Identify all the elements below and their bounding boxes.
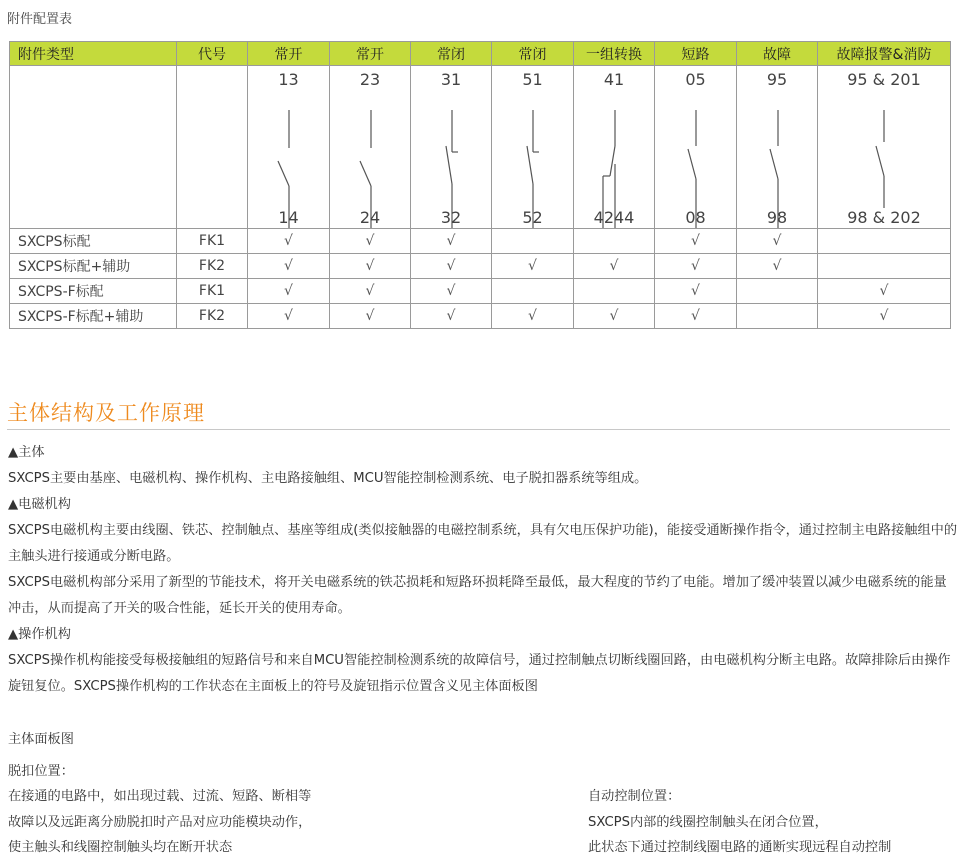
row-mark: √ — [411, 229, 492, 254]
heading-main-body: ▲主体 — [8, 445, 45, 460]
header-no-1: 常开 — [248, 42, 330, 66]
section-title: 主体结构及工作原理 — [7, 401, 205, 425]
contact-symbol-nc-1 — [411, 66, 492, 229]
trip-line: 使主触头和线圈控制触头均在断开状态 — [8, 840, 233, 855]
paragraph-operating: SXCPS操作机构能接受每极接触组的短路信号和来自MCU智能控制检测系统的故障信号，通过控制触点切断线圈回路，由电磁机构分断主电路。故障排除后由操作旋钮复位。SXCPS操作机构的工作状态在主面板上的符号及旋钮指示位置含义见主体面板图 — [8, 653, 951, 694]
row-code: FK1 — [177, 229, 248, 254]
row-mark — [574, 279, 655, 304]
terminal-top: 95 — [766, 70, 788, 89]
row-mark — [737, 279, 818, 304]
terminal-top: 95 & 201 — [847, 70, 921, 89]
row-mark: √ — [248, 254, 330, 279]
table-row — [10, 254, 951, 279]
header-short-circuit: 短路 — [655, 42, 737, 66]
terminal-top: 23 — [359, 70, 381, 89]
header-type: 附件类型 — [10, 42, 177, 66]
terminal-bottom: 52 — [522, 208, 543, 227]
header-fault: 故障 — [737, 42, 818, 66]
paragraph-electromagnetic-1: SXCPS电磁机构主要由线圈、铁芯、控制触点、基座等组成(类似接触器的电磁控制系统，具有欠电压保护功能)，能接受通断操作指令，通过控制主电路接触组中的主触头进行接通或分断电路。 — [8, 523, 958, 564]
terminal-top: 51 — [522, 70, 543, 89]
short-circuit-contact-icon — [655, 66, 737, 228]
row-mark: √ — [248, 279, 330, 304]
contact-symbol-changeover — [574, 66, 655, 229]
row-type: SXCPS-F标配+辅助 — [10, 304, 177, 329]
row-mark: √ — [248, 304, 330, 329]
row-mark — [492, 229, 574, 254]
row-mark: √ — [737, 254, 818, 279]
row-mark: √ — [330, 229, 411, 254]
contact-symbol-no-2 — [330, 66, 411, 229]
row-type: SXCPS-F标配 — [10, 279, 177, 304]
nc-contact-icon — [411, 66, 492, 228]
no-contact-icon — [330, 66, 411, 228]
row-type: SXCPS标配+辅助 — [10, 254, 177, 279]
row-mark: √ — [330, 304, 411, 329]
terminal-bottom: 14 — [278, 208, 299, 227]
row-code: FK1 — [177, 279, 248, 304]
table-row — [10, 229, 951, 254]
contact-symbol-fault-alarm — [818, 66, 951, 229]
fault-contact-icon — [737, 66, 818, 228]
trip-line: 在接通的电路中，如出现过载、过流、短路、断相等 — [8, 789, 312, 804]
terminal-bottom: 4244 — [593, 208, 635, 227]
table-row — [10, 304, 951, 329]
row-mark: √ — [655, 254, 737, 279]
table-caption: 附件配置表 — [7, 12, 73, 27]
row-mark: √ — [411, 304, 492, 329]
row-type: SXCPS标配 — [10, 229, 177, 254]
row-mark: √ — [330, 279, 411, 304]
row-mark: √ — [655, 229, 737, 254]
heading-operating: ▲操作机构 — [8, 627, 71, 642]
header-fault-alarm-fire: 故障报警&消防 — [818, 42, 951, 66]
fault-alarm-contact-icon — [818, 66, 951, 228]
row-mark: √ — [655, 279, 737, 304]
section-divider — [7, 429, 950, 430]
table-row — [10, 279, 951, 304]
row-mark — [492, 279, 574, 304]
header-changeover: 一组转换 — [574, 42, 655, 66]
row-mark — [818, 254, 951, 279]
row-mark: √ — [574, 254, 655, 279]
panel-title: 主体面板图 — [8, 732, 74, 747]
row-mark: √ — [818, 279, 951, 304]
header-nc-2: 常闭 — [492, 42, 574, 66]
terminal-bottom: 32 — [440, 208, 462, 227]
terminal-bottom: 98 — [766, 208, 788, 227]
row-code: FK2 — [177, 304, 248, 329]
no-contact-icon — [248, 66, 330, 228]
table-header-row — [10, 42, 951, 66]
changeover-contact-icon — [574, 66, 655, 228]
terminal-bottom: 98 & 202 — [847, 208, 921, 227]
header-nc-1: 常闭 — [411, 42, 492, 66]
header-no-2: 常开 — [330, 42, 411, 66]
contact-symbol-nc-2 — [492, 66, 574, 229]
terminal-top: 41 — [603, 70, 625, 89]
nc-contact-icon — [492, 66, 574, 228]
row-mark: √ — [574, 304, 655, 329]
terminal-top: 13 — [278, 70, 299, 89]
row-mark — [737, 304, 818, 329]
row-mark: √ — [492, 254, 574, 279]
contact-symbol-short-circuit — [655, 66, 737, 229]
auto-control-line: SXCPS内部的线圈控制触头在闭合位置， — [588, 815, 828, 830]
heading-electromagnetic: ▲电磁机构 — [8, 497, 71, 512]
contact-symbol-no-1 — [248, 66, 330, 229]
accessory-config-table — [9, 41, 951, 329]
row-mark: √ — [411, 254, 492, 279]
row-mark: √ — [330, 254, 411, 279]
row-mark: √ — [411, 279, 492, 304]
terminal-top: 31 — [440, 70, 462, 89]
row-mark — [574, 229, 655, 254]
row-mark: √ — [737, 229, 818, 254]
terminal-bottom: 24 — [359, 208, 381, 227]
contact-symbol-fault — [737, 66, 818, 229]
row-mark: √ — [655, 304, 737, 329]
terminal-top: 05 — [685, 70, 706, 89]
row-mark: √ — [818, 304, 951, 329]
row-mark — [818, 229, 951, 254]
terminal-bottom: 08 — [685, 208, 706, 227]
trip-position-label: 脱扣位置： — [8, 764, 74, 779]
symbol-row — [10, 66, 951, 229]
auto-control-label: 自动控制位置： — [588, 789, 681, 804]
auto-control-line: 此状态下通过控制线圈电路的通断实现远程自动控制 — [588, 840, 892, 855]
row-mark: √ — [248, 229, 330, 254]
paragraph-electromagnetic-2: SXCPS电磁机构部分采用了新型的节能技术，将开关电磁系统的铁芯损耗和短路环损耗降至最低，最大程度的节约了电能。增加了缓冲装置以减少电磁系统的能量冲击，从而提高了开关的吸合性能，延长开关的使用寿命。 — [8, 575, 947, 616]
header-code: 代号 — [177, 42, 248, 66]
row-mark: √ — [492, 304, 574, 329]
trip-line: 故障以及远距离分励脱扣时产品对应功能模块动作， — [8, 815, 312, 830]
paragraph-main-body: SXCPS主要由基座、电磁机构、操作机构、主电路接触组、MCU智能控制检测系统、电子脱扣器系统等组成。 — [8, 471, 648, 486]
row-code: FK2 — [177, 254, 248, 279]
